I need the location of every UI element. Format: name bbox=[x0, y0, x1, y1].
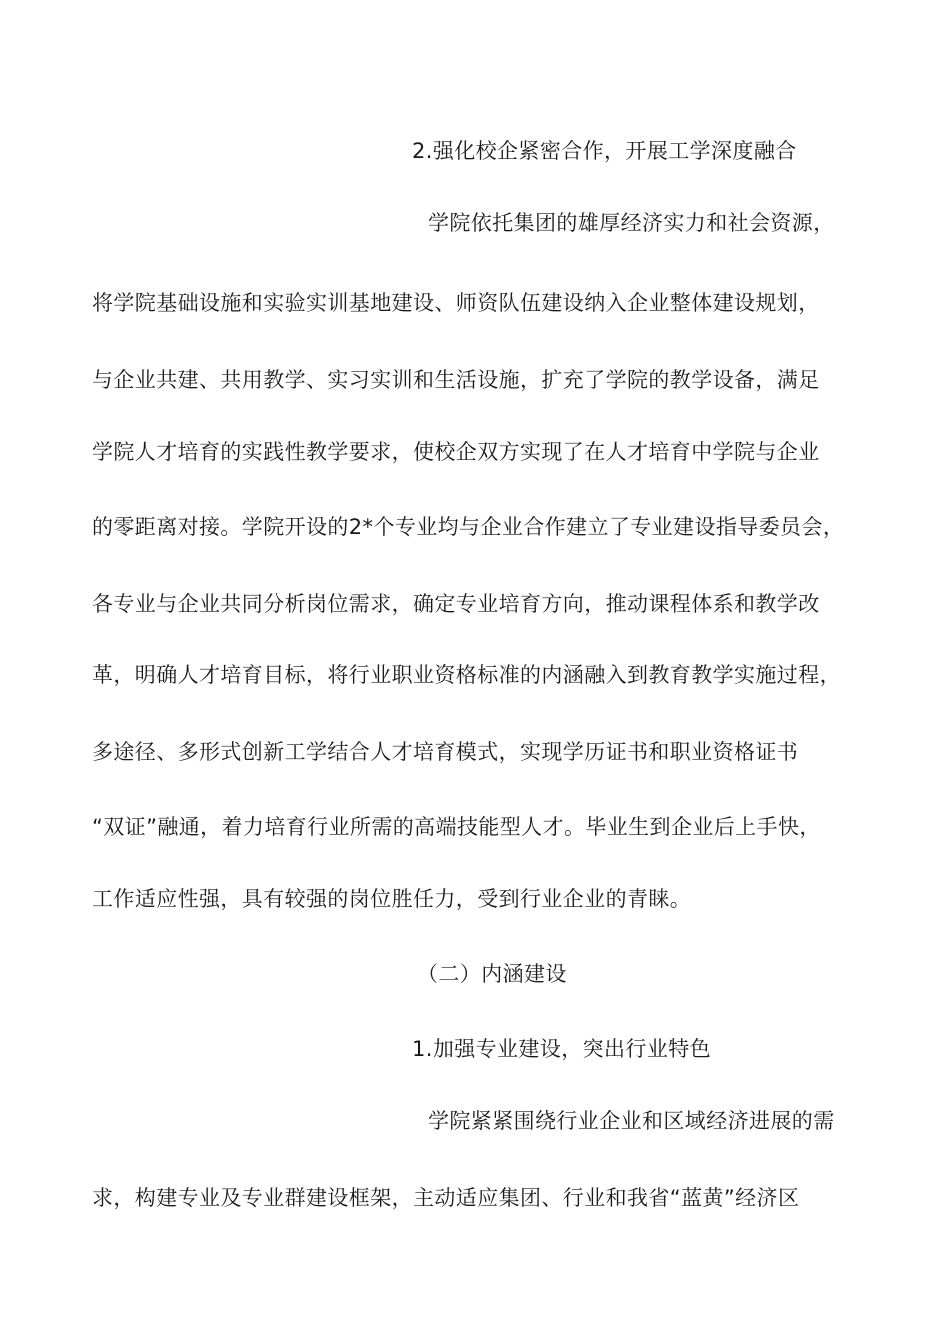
paragraph-line: 求，构建专业及专业群建设框架，主动适应集团、行业和我省“蓝黄”经济区 bbox=[92, 1186, 800, 1210]
paragraph-line: 工作适应性强，具有较强的岗位胜任力，受到行业企业的青睐。 bbox=[92, 887, 692, 911]
paragraph-line: 将学院基础设施和实验实训基地建设、师资队伍建设纳入企业整体建设规划， bbox=[92, 291, 820, 315]
subsection-heading: 2.强化校企紧密合作，开展工学深度融合 bbox=[412, 139, 797, 163]
paragraph-line: 与企业共建、共用教学、实习实训和生活设施，扩充了学院的教学设备，满足 bbox=[92, 368, 820, 392]
subsection-heading: 1.加强专业建设，突出行业特色 bbox=[412, 1037, 712, 1061]
paragraph-line: “双证”融通，着力培育行业所需的高端技能型人才。毕业生到企业后上手快， bbox=[92, 815, 821, 839]
section-heading: （二）内涵建设 bbox=[417, 962, 567, 986]
paragraph-line: 学院依托集团的雄厚经济实力和社会资源， bbox=[428, 211, 835, 235]
paragraph-line: 的零距离对接。学院开设的2*个专业均与企业合作建立了专业建设指导委员会， bbox=[92, 515, 845, 539]
paragraph-line: 学院紧紧围绕行业企业和区域经济进展的需 bbox=[428, 1109, 835, 1133]
paragraph-line: 多途径、多形式创新工学结合人才培育模式，实现学历证书和职业资格证书 bbox=[92, 740, 799, 764]
paragraph-line: 各专业与企业共同分析岗位需求，确定专业培育方向，推动课程体系和教学改 bbox=[92, 592, 820, 616]
paragraph-line: 学院人才培育的实践性教学要求，使校企双方实现了在人才培育中学院与企业 bbox=[92, 440, 820, 464]
paragraph-line: 革，明确人才培育目标，将行业职业资格标准的内涵融入到教育教学实施过程， bbox=[92, 663, 841, 687]
